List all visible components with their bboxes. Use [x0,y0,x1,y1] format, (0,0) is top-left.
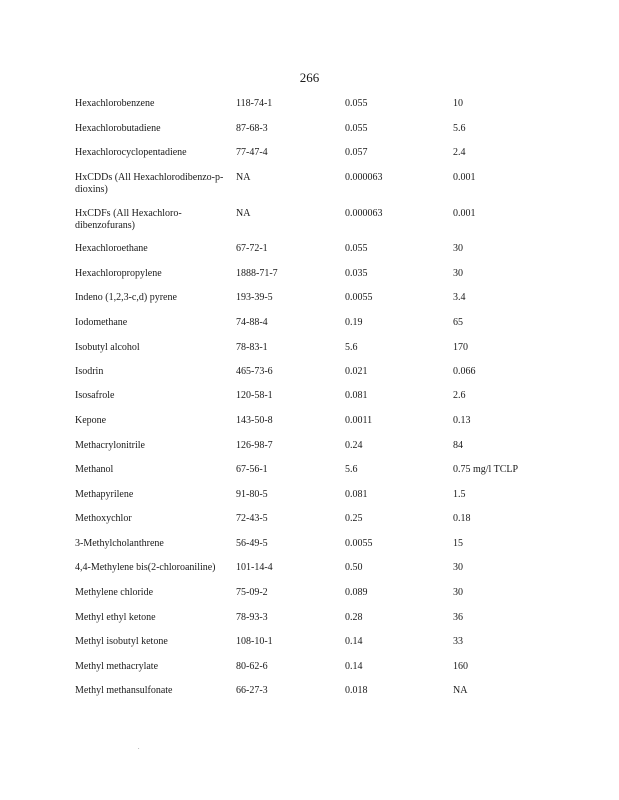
cas-number: 87-68-3 [236,123,268,134]
wastewater-standard: 0.000063 [345,208,383,219]
wastewater-standard: 0.0011 [345,415,373,426]
wastewater-standard: 0.018 [345,685,368,696]
nonwastewater-standard: 30 [453,562,463,573]
cas-number: 193-39-5 [236,292,273,303]
nonwastewater-standard: 0.18 [453,513,471,524]
wastewater-standard: 5.6 [345,464,358,475]
nonwastewater-standard: NA [453,685,468,696]
wastewater-standard: 0.50 [345,562,363,573]
cas-number: 56-49-5 [236,538,268,549]
cas-number: 108-10-1 [236,636,273,647]
constituent-name: Kepone [75,415,107,426]
cas-number: 66-27-3 [236,685,268,696]
cas-number: 126-98-7 [236,440,273,451]
nonwastewater-standard: 10 [453,98,463,109]
constituent-name: Methyl isobutyl ketone [75,636,168,647]
constituent-name: Methoxychlor [75,513,132,524]
constituent-name: Iodomethane [75,317,128,328]
nonwastewater-standard: 0.75 mg/l TCLP [453,464,519,475]
wastewater-standard: 0.089 [345,587,368,598]
nonwastewater-standard: 2.4 [453,147,466,158]
wastewater-standard: 0.081 [345,489,368,500]
nonwastewater-standard: 5.6 [453,123,466,134]
wastewater-standard: 0.000063 [345,172,383,183]
constituent-name: Methanol [75,464,114,475]
constituent-name: 3-Methylcholanthrene [75,538,164,549]
nonwastewater-standard: 15 [453,538,463,549]
cas-number: 465-73-6 [236,366,273,377]
nonwastewater-standard: 0.001 [453,172,476,183]
cas-number: 120-58-1 [236,390,273,401]
wastewater-standard: 0.24 [345,440,363,451]
constituent-name: Methyl methacrylate [75,661,159,672]
constituent-name: HxCDFs (All Hexachloro-dibenzofurans) [75,208,182,231]
wastewater-standard: 0.0055 [345,538,373,549]
cas-number: 91-80-5 [236,489,268,500]
constituent-name: Hexachlorobutadiene [75,123,161,134]
constituent-name: 4,4-Methylene bis(2-chloroaniline) [75,562,216,573]
nonwastewater-standard: 2.6 [453,390,466,401]
nonwastewater-standard: 30 [453,243,463,254]
cas-number: 75-09-2 [236,587,268,598]
wastewater-standard: 0.055 [345,243,368,254]
cas-number: 1888-71-7 [236,268,278,279]
wastewater-standard: 0.19 [345,317,363,328]
nonwastewater-standard: 160 [453,661,468,672]
wastewater-standard: 0.055 [345,123,368,134]
cas-number: 77-47-4 [236,147,268,158]
constituent-name: Isodrin [75,366,104,377]
nonwastewater-standard: 0.13 [453,415,471,426]
constituent-name: Methyl methansulfonate [75,685,173,696]
cas-number: 78-83-1 [236,342,268,353]
nonwastewater-standard: 30 [453,587,463,598]
cas-number: 72-43-5 [236,513,268,524]
wastewater-standard: 0.0055 [345,292,373,303]
wastewater-standard: 0.14 [345,661,363,672]
constituent-name: HxCDDs (All Hexachlorodibenzo-p-dioxins) [75,172,224,195]
nonwastewater-standard: 84 [453,440,463,451]
wastewater-standard: 0.14 [345,636,363,647]
nonwastewater-standard: 170 [453,342,468,353]
nonwastewater-standard: 3.4 [453,292,466,303]
page-number: 266 [299,70,320,85]
cas-number: 101-14-4 [236,562,273,573]
constituent-name: Methylene chloride [75,587,154,598]
cas-number: 143-50-8 [236,415,273,426]
wastewater-standard: 0.057 [345,147,368,158]
cas-number: NA [236,172,251,183]
cas-number: 78-93-3 [236,612,268,623]
constituent-name: Methyl ethyl ketone [75,612,156,623]
cas-number: 80-62-6 [236,661,268,672]
constituent-name: Methacrylonitrile [75,440,145,451]
constituent-name: Hexachloropropylene [75,268,162,279]
cas-number: 67-56-1 [236,464,268,475]
nonwastewater-standard: 65 [453,317,463,328]
wastewater-standard: 0.25 [345,513,363,524]
nonwastewater-standard: 33 [453,636,463,647]
nonwastewater-standard: 0.066 [453,366,476,377]
constituent-name: Isosafrole [75,390,115,401]
cas-number: 67-72-1 [236,243,268,254]
constituent-name: Hexachlorocyclopentadiene [75,147,187,158]
constituent-name: Methapyrilene [75,489,134,500]
constituent-name: Isobutyl alcohol [75,342,140,353]
nonwastewater-standard: 0.001 [453,208,476,219]
cas-number: 74-88-4 [236,317,268,328]
wastewater-standard: 0.035 [345,268,368,279]
wastewater-standard: 0.081 [345,390,368,401]
wastewater-standard: 0.055 [345,98,368,109]
footer-mark: . [138,745,140,751]
constituent-name: Hexachlorobenzene [75,98,155,109]
wastewater-standard: 0.021 [345,366,368,377]
wastewater-standard: 5.6 [345,342,358,353]
nonwastewater-standard: 1.5 [453,489,466,500]
constituent-name: Indeno (1,2,3-c,d) pyrene [75,292,177,303]
wastewater-standard: 0.28 [345,612,363,623]
cas-number: 118-74-1 [236,98,273,109]
cas-number: NA [236,208,251,219]
constituent-name: Hexachloroethane [75,243,148,254]
nonwastewater-standard: 30 [453,268,463,279]
nonwastewater-standard: 36 [453,612,463,623]
